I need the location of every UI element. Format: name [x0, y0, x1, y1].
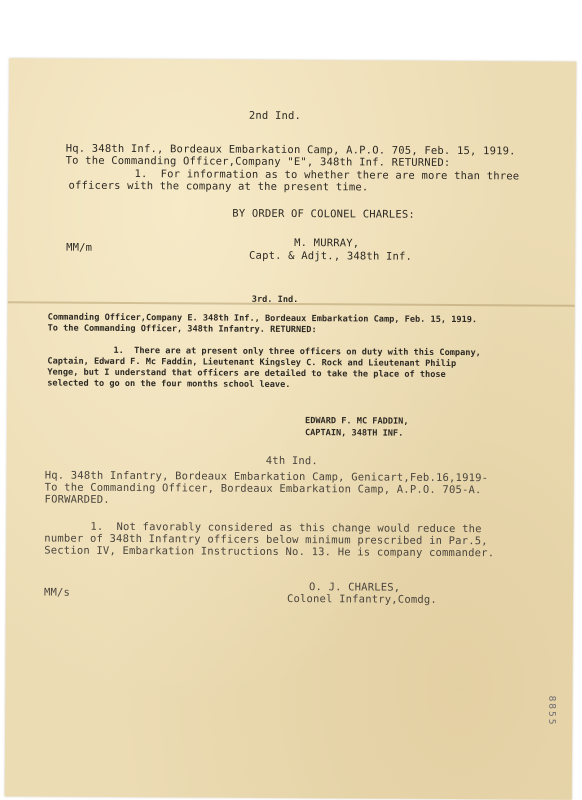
ind4-signer-title: Colonel Infantry,Comdg. — [286, 592, 437, 606]
ind4-body-line2: number of 348th Infantry officers below minimum prescribed in Par.5, — [44, 532, 488, 548]
ind2-signer-title: Capt. & Adjt., 348th Inf. — [249, 249, 413, 263]
ind4-initials: MM/s — [43, 586, 71, 599]
ind4-header-line1: Hq. 348th Infantry, Bordeaux Embarkation Camp, Genicart,Feb.16,1919- — [44, 469, 489, 485]
ind2-signer-name: M. MURRAY, — [294, 237, 360, 250]
ind2-order-line: BY ORDER OF COLONEL CHARLES: — [232, 207, 415, 221]
document-page — [5, 58, 576, 799]
ind3-header-line1: Commanding Officer,Company E. 348th Inf., Bordeaux Embarkation Camp, Feb. 15, 1919. — [47, 312, 478, 326]
ind3-body-line2: Captain, Edward F. Mc Faddin, Lieutenant Kingsley C. Rock and Lieutenant Philip — [47, 356, 457, 370]
ind3-signer-name: EDWARD F. MC FADDIN, — [305, 416, 409, 427]
ind4-signer-name: O. J. CHARLES, — [308, 581, 401, 594]
margin-note: 8855 — [546, 695, 557, 727]
ind4-header-line2: To the Commanding Officer, Bordeaux Embarkation Camp, A.P.O. 705-A. — [44, 481, 482, 497]
ind3-body-line4: selected to go on the four months school leave. — [47, 378, 291, 390]
ind3-body-line1: 1. There are at present only three officers on duty with this Company, — [113, 345, 481, 359]
ind2-body-line2: officers with the company at the present time. — [68, 179, 369, 194]
ind4-heading: 4th Ind. — [265, 454, 319, 468]
ind3-heading: 3rd. Ind. — [251, 294, 299, 306]
ind3-signer-title: CAPTAIN, 348TH INF. — [304, 428, 404, 439]
ind2-header-line1: Hq. 348th Inf., Bordeaux Embarkation Camp, A.P.O. 705, Feb. 15, 1919. — [65, 142, 516, 158]
ind2-heading: 2nd Ind. — [248, 109, 302, 123]
ind2-body-line1: 1. For information as to whether there are more than three — [134, 168, 520, 183]
ind4-body-line3: Section IV, Embarkation Instructions No. 13. He is company commander. — [44, 544, 495, 560]
ind3-header-line2: To the Commanding Officer, 348th Infantry. RETURNED: — [47, 323, 317, 336]
ind2-header-line2: To the Commanding Officer,Company "E", 348th Inf. RETURNED: — [65, 154, 451, 169]
ind4-header-line3: FORWARDED. — [44, 493, 110, 506]
ind2-initials: MM/m — [66, 241, 93, 254]
ind4-body-line1: 1. Not favorably considered as this change would reduce the — [90, 520, 482, 536]
ind3-body-line3: Yenge, but I understand that officers are detailed to take the place of those — [47, 367, 446, 380]
